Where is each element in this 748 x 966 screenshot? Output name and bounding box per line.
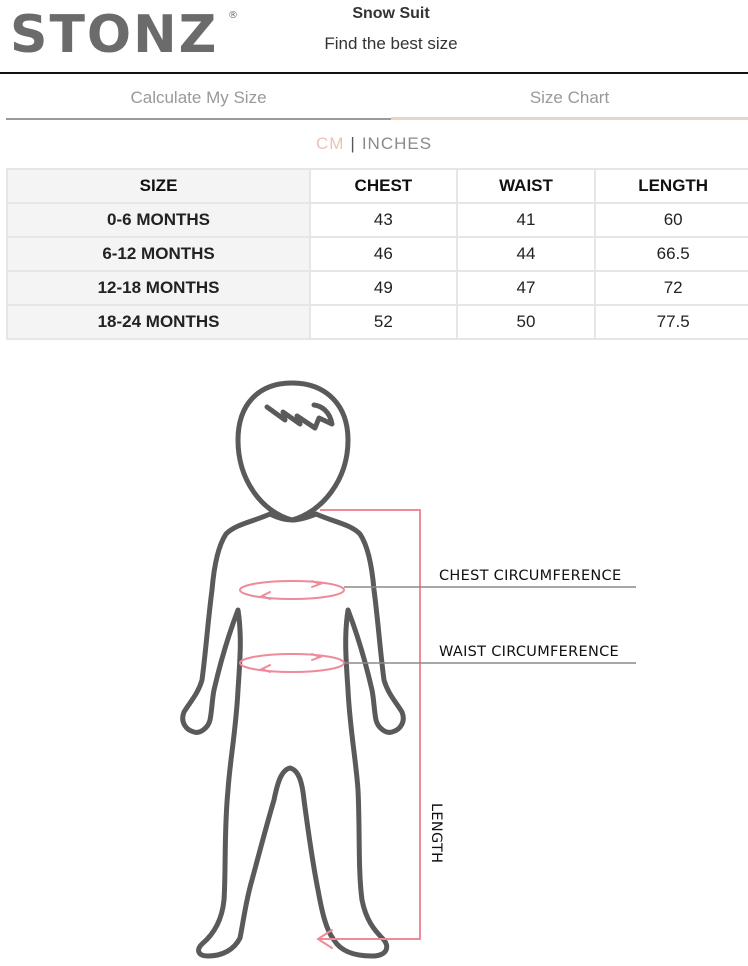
cell-chest: 46 xyxy=(310,237,457,271)
chest-circumference-label: CHEST CIRCUMFERENCE xyxy=(439,568,622,584)
size-chart-table xyxy=(6,168,748,340)
header-size: SIZE xyxy=(7,169,310,203)
tab-bar xyxy=(6,82,748,120)
header xyxy=(0,0,748,74)
table-row xyxy=(7,237,748,271)
unit-separator: | xyxy=(350,134,356,153)
child-outline-icon xyxy=(183,383,404,956)
cell-size: 6-12 MONTHS xyxy=(7,237,310,271)
table-row xyxy=(7,271,748,305)
unit-inches-button[interactable]: INCHES xyxy=(361,134,433,153)
cell-length: 66.5 xyxy=(595,237,748,271)
measurement-diagram xyxy=(0,370,748,966)
cell-length: 60 xyxy=(595,203,748,237)
cell-chest: 52 xyxy=(310,305,457,339)
unit-cm-button[interactable]: CM xyxy=(315,134,345,153)
cell-chest: 43 xyxy=(310,203,457,237)
cell-chest: 49 xyxy=(310,271,457,305)
header-waist: WAIST xyxy=(457,169,596,203)
cell-waist: 44 xyxy=(457,237,596,271)
product-title: Snow Suit xyxy=(352,5,430,22)
header-length: LENGTH xyxy=(595,169,748,203)
cell-size: 0-6 MONTHS xyxy=(7,203,310,237)
trademark-mark: ® xyxy=(228,10,238,21)
table-header-row xyxy=(7,169,748,203)
waist-measure-ellipse xyxy=(240,654,344,672)
unit-toggle xyxy=(0,134,748,154)
waist-circumference-label: WAIST CIRCUMFERENCE xyxy=(439,644,619,660)
brand-text: STONZ xyxy=(10,6,219,58)
cell-waist: 41 xyxy=(457,203,596,237)
cell-length: 72 xyxy=(595,271,748,305)
table-row xyxy=(7,305,748,339)
product-heading xyxy=(250,4,532,55)
tab-calculate-my-size[interactable]: Calculate My Size xyxy=(6,82,391,120)
tab-size-chart[interactable]: Size Chart xyxy=(391,82,748,120)
product-subtitle: Find the best size xyxy=(324,34,458,53)
chest-measure-ellipse xyxy=(240,581,344,599)
length-label: LENGTH xyxy=(428,803,444,864)
header-chest: CHEST xyxy=(310,169,457,203)
cell-length: 77.5 xyxy=(595,305,748,339)
cell-size: 12-18 MONTHS xyxy=(7,271,310,305)
table-row xyxy=(7,203,748,237)
cell-size: 18-24 MONTHS xyxy=(7,305,310,339)
cell-waist: 50 xyxy=(457,305,596,339)
stonz-logo xyxy=(10,6,242,58)
measurement-lines xyxy=(240,510,420,948)
cell-waist: 47 xyxy=(457,271,596,305)
